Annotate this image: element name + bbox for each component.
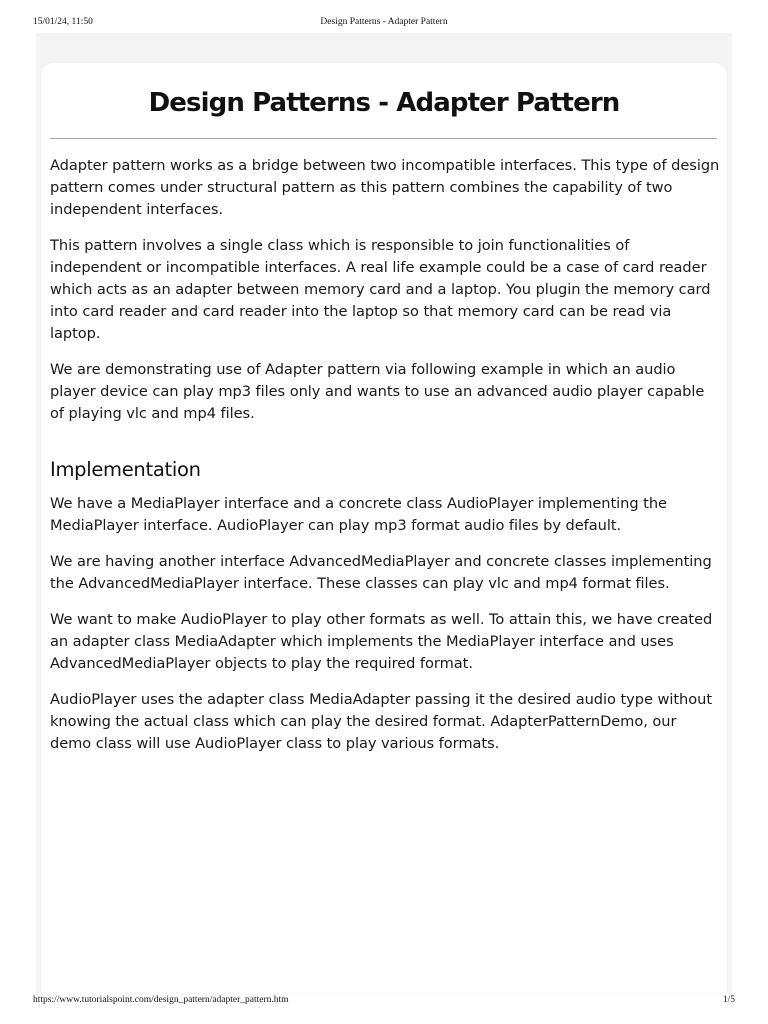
article-body	[50, 155, 720, 769]
print-doc-title: Design Patterns - Adapter Pattern	[320, 17, 448, 27]
implementation-paragraph-4: AudioPlayer uses the adapter class MediaAdapter passing it the desired audio type without knowing the actual class which can play the desired format. AdapterPatternDemo, our demo class will use AudioPlayer class to play various formats.	[50, 691, 712, 752]
implementation-heading: Implementation	[50, 458, 201, 481]
print-footer	[0, 995, 768, 1007]
page-url: https://www.tutorialspoint.com/design_pattern/adapter_pattern.htm	[33, 995, 289, 1005]
title-divider	[50, 138, 717, 139]
page-number: 1/5	[722, 995, 735, 1005]
implementation-paragraph-3: We want to make AudioPlayer to play other formats as well. To attain this, we have created an adapter class MediaAdapter which implements the MediaPlayer interface and uses AdvancedMediaPlayer objects to play the required format.	[50, 611, 713, 672]
intro-paragraph-2: This pattern involves a single class which is responsible to join functionalities of independent or incompatible interfaces. A real life example could be a case of card reader which acts as an adapter between memory card and a laptop. You plugin the memory card into card reader and card reader into the laptop so that memory card can be read via laptop.	[50, 237, 711, 342]
print-header	[0, 17, 768, 29]
intro-paragraph-1: Adapter pattern works as a bridge between two incompatible interfaces. This type of design pattern comes under structural pattern as this pattern combines the capability of two independent interfaces.	[50, 157, 720, 218]
intro-paragraph-3: We are demonstrating use of Adapter pattern via following example in which an audio player device can play mp3 files only and wants to use an advanced audio player capable of playing vlc and mp4 files.	[50, 361, 705, 422]
print-datetime: 15/01/24, 11:50	[33, 17, 93, 27]
implementation-paragraph-1: We have a MediaPlayer interface and a concrete class AudioPlayer implementing the MediaPlayer interface. AudioPlayer can play mp3 format audio files by default.	[50, 495, 667, 534]
page-title: Design Patterns - Adapter Pattern	[148, 88, 620, 118]
implementation-paragraph-2: We are having another interface AdvancedMediaPlayer and concrete classes implementing the AdvancedMediaPlayer interface. These classes can play vlc and mp4 format files.	[50, 553, 712, 592]
